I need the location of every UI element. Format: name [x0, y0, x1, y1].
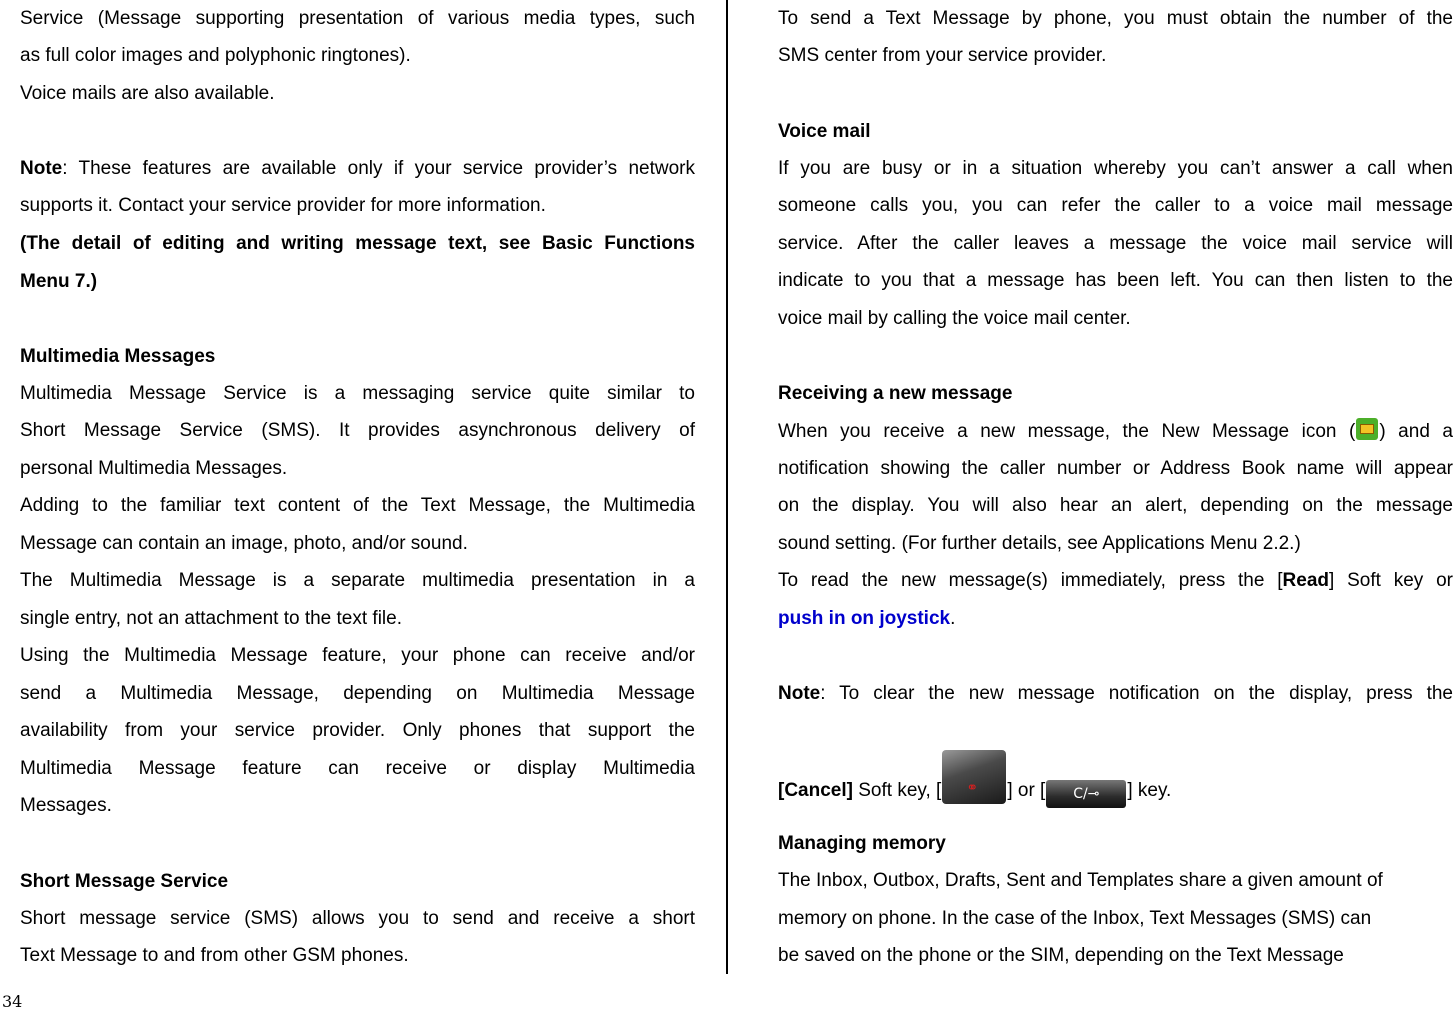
clear-key-icon: C/⊸ — [1046, 780, 1126, 808]
text-line: be saved on the phone or the SIM, depending on the Text Message — [778, 945, 1344, 966]
text-line: indicate to you that a message has been left. You can then listen to the — [778, 270, 1453, 291]
text-line: Service (Message supporting presentation of various media types, such — [20, 8, 695, 29]
note-paragraph — [778, 675, 1453, 713]
text-line: personal Multimedia Messages. — [20, 458, 288, 479]
text-line: The Inbox, Outbox, Drafts, Sent and Templates share a given amount of — [778, 870, 1383, 891]
text-line: as full color images and polyphonic ringtones). — [20, 45, 411, 66]
end-key-icon: ⚭ — [942, 750, 1006, 804]
text-line — [778, 562, 1453, 600]
text-line: Using the Multimedia Message feature, your phone can receive and/or — [20, 645, 695, 666]
column-divider — [726, 0, 728, 974]
text-line: Text Message to and from other GSM phones. — [20, 945, 409, 966]
text-line: Adding to the familiar text content of the Text Message, the Multimedia — [20, 495, 695, 516]
text-fragment: ] or [ — [1007, 780, 1046, 801]
text-line: single entry, not an attachment to the text file. — [20, 608, 402, 629]
heading-multimedia-messages: Multimedia Messages — [20, 346, 216, 367]
text-line: If you are busy or in a situation whereby you can’t answer a call when — [778, 158, 1453, 179]
text-line: someone calls you, you can refer the caller to a voice mail message — [778, 195, 1453, 216]
heading-managing-memory: Managing memory — [778, 833, 946, 854]
text-line: Multimedia Message Service is a messaging service quite similar to — [20, 383, 695, 404]
text-line — [778, 600, 955, 638]
text-line: Voice mails are also available. — [20, 83, 275, 104]
text-fragment: Soft key, [ — [852, 780, 942, 801]
note-label: Note — [778, 683, 821, 704]
note-label: Note — [20, 158, 63, 179]
heading-receiving-new-message: Receiving a new message — [778, 383, 1013, 404]
text-fragment: To read the new message(s) immediately, press the [ — [778, 570, 1283, 591]
text-line: Short message service (SMS) allows you to send and receive a short — [20, 908, 695, 929]
text-fragment: . — [950, 608, 956, 629]
text-fragment: ) and a — [1379, 421, 1453, 442]
text-line: availability from your service provider. Only phones that support the — [20, 720, 695, 741]
text-line: sound setting. (For further details, see Applications Menu 2.2.) — [778, 533, 1301, 554]
text-line: Messages. — [20, 795, 112, 816]
text-line: SMS center from your service provider. — [778, 45, 1107, 66]
read-key-label: Read — [1282, 570, 1330, 591]
text-line: memory on phone. In the case of the Inbox, Text Messages (SMS) can — [778, 908, 1372, 929]
text-line: supports it. Contact your service provider for more information. — [20, 195, 546, 216]
page-number: 34 — [2, 992, 23, 1011]
text-line: Message can contain an image, photo, and/or sound. — [20, 533, 468, 554]
text-line: The Multimedia Message is a separate multimedia presentation in a — [20, 570, 695, 591]
bold-text-line: Menu 7.) — [20, 271, 98, 292]
text-line-with-keys — [778, 750, 1172, 802]
joystick-instruction: push in on joystick — [778, 608, 951, 629]
cancel-key-label: [Cancel] — [778, 780, 853, 801]
text-line: notification showing the caller number or Address Book name will appear — [778, 458, 1453, 479]
text-line: on the display. You will also hear an alert, depending on the message — [778, 495, 1453, 516]
note-text: : These features are available only if your service provider’s network — [62, 158, 695, 179]
text-line: Multimedia Message feature can receive or display Multimedia — [20, 758, 695, 779]
text-fragment: ] Soft key or — [1329, 570, 1453, 591]
new-message-icon — [1356, 418, 1378, 440]
heading-voice-mail: Voice mail — [778, 121, 871, 142]
bold-text-line: (The detail of editing and writing message text, see Basic Functions — [20, 233, 695, 254]
note-paragraph — [20, 150, 695, 188]
text-line-with-icon — [778, 413, 1453, 451]
text-line: Short Message Service (SMS). It provides asynchronous delivery of — [20, 420, 695, 441]
text-line: To send a Text Message by phone, you must obtain the number of the — [778, 8, 1453, 29]
text-line: send a Multimedia Message, depending on Multimedia Message — [20, 683, 695, 704]
note-text: : To clear the new message notification on the display, press the — [820, 683, 1453, 704]
text-fragment: ] key. — [1127, 780, 1172, 801]
text-line: voice mail by calling the voice mail center. — [778, 308, 1131, 329]
heading-short-message-service: Short Message Service — [20, 871, 229, 892]
text-line: service. After the caller leaves a message the voice mail service will — [778, 233, 1453, 254]
text-fragment: When you receive a new message, the New Message icon ( — [778, 421, 1356, 442]
